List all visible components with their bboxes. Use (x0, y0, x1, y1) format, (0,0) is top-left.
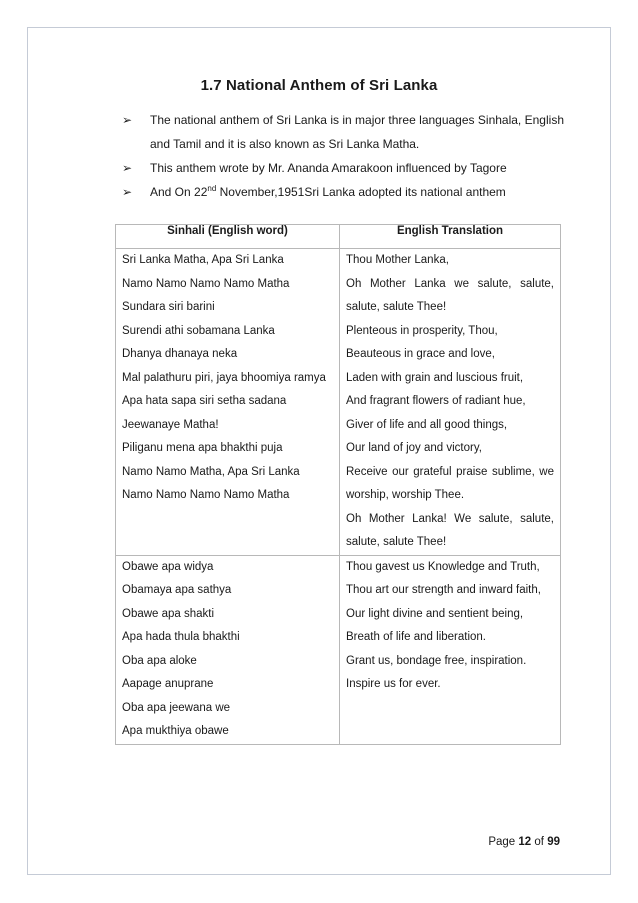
verse-line: Namo Namo Namo Namo Matha (122, 489, 290, 501)
sinhali-cell (116, 249, 340, 556)
verse-line: Thou gavest us Knowledge and Truth, (346, 560, 540, 573)
bullet-text-post: November,1951Sri Lanka adopted its national anthem (216, 185, 506, 199)
sinhali-cell (116, 555, 340, 744)
verse-line: Receive our grateful praise sublime, we (346, 465, 554, 478)
verse-line: Sundara siri barini (122, 301, 215, 313)
page-label: Page (488, 836, 516, 848)
page-number: 12 (518, 836, 532, 848)
english-cell (340, 555, 561, 744)
bullet-list (120, 108, 564, 204)
verse-line: Oh Mother Lanka! We salute, salute, (346, 512, 554, 525)
bullet-text-pre: And On 22 (150, 185, 208, 199)
verse-line: Oh Mother Lanka we salute, salute, (346, 277, 554, 290)
verse-line: And fragrant flowers of radiant hue, (346, 395, 526, 407)
of-label: of (534, 836, 544, 848)
table-row (116, 555, 561, 744)
verse-line: Oba apa aloke (122, 654, 197, 667)
page-footer (488, 836, 560, 848)
verse-line: Thou art our strength and inward faith, (346, 584, 541, 596)
verse-line: Sri Lanka Matha, Apa Sri Lanka (122, 254, 284, 266)
verse-line: Aapage anuprane (122, 678, 214, 690)
verse-line: Obawe apa widya (122, 560, 214, 573)
verse-line: Inspire us for ever. (346, 678, 441, 690)
verse-line: salute, salute Thee! (346, 301, 447, 313)
verse-line: Our land of joy and victory, (346, 442, 482, 454)
verse-line: Obawe apa shakti (122, 607, 215, 620)
bullet-text: This anthem wrote by Mr. Ananda Amarakoon influenced by Tagore (150, 161, 507, 175)
bullet-text-sup: nd (207, 184, 217, 193)
anthem-table (115, 224, 561, 745)
table-row (116, 249, 561, 556)
verse-line: Breath of life and liberation. (346, 631, 487, 643)
arrow-bullet-icon: ➢ (122, 185, 133, 199)
arrow-bullet-icon: ➢ (122, 161, 133, 175)
verse-line: Obamaya apa sathya (122, 584, 232, 596)
bullet-item (120, 180, 564, 204)
verse-line: Plenteous in prosperity, Thou, (346, 324, 498, 337)
bullet-item (120, 156, 564, 180)
verse-line: Apa hada thula bhakthi (122, 631, 240, 643)
verse-line: Piliganu mena apa bhakthi puja (122, 442, 283, 454)
verse-line: Our light divine and sentient being, (346, 607, 524, 620)
verse-line: Apa hata sapa siri setha sadana (122, 395, 287, 407)
verse-line: Surendi athi sobamana Lanka (122, 324, 275, 337)
header-sinhali: Sinhali (English word) (116, 225, 340, 249)
page-title: 1.7 National Anthem of Sri Lanka (200, 77, 438, 94)
table-header-row (116, 225, 561, 249)
verse-line: salute, salute Thee! (346, 536, 447, 548)
verse-line: Laden with grain and luscious fruit, (346, 371, 524, 384)
verse-line: Thou Mother Lanka, (346, 254, 449, 266)
verse-line: Apa mukthiya obawe (122, 725, 229, 737)
verse-line: Jeewanaye Matha! (122, 418, 219, 431)
verse-line: Namo Namo Matha, Apa Sri Lanka (122, 465, 300, 478)
verse-line: Giver of life and all good things, (346, 418, 508, 431)
header-english: English Translation (340, 225, 561, 249)
verse-line: Oba apa jeewana we (122, 701, 231, 714)
verse-line: Dhanya dhanaya neka (122, 348, 238, 360)
verse-line: Grant us, bondage free, inspiration. (346, 654, 527, 667)
verse-line: worship, worship Thee. (346, 489, 465, 501)
verse-line: Mal palathuru piri, jaya bhoomiya ramya (122, 371, 326, 384)
arrow-bullet-icon: ➢ (122, 113, 133, 127)
total-pages: 99 (547, 836, 560, 848)
english-cell (340, 249, 561, 556)
bullet-text: The national anthem of Sri Lanka is in major three languages Sinhala, English and Tamil and it is also known as Sri Lanka Matha. (150, 113, 564, 151)
bullet-item (120, 108, 564, 156)
verse-line: Beauteous in grace and love, (346, 348, 495, 360)
verse-line: Namo Namo Namo Namo Matha (122, 277, 290, 290)
